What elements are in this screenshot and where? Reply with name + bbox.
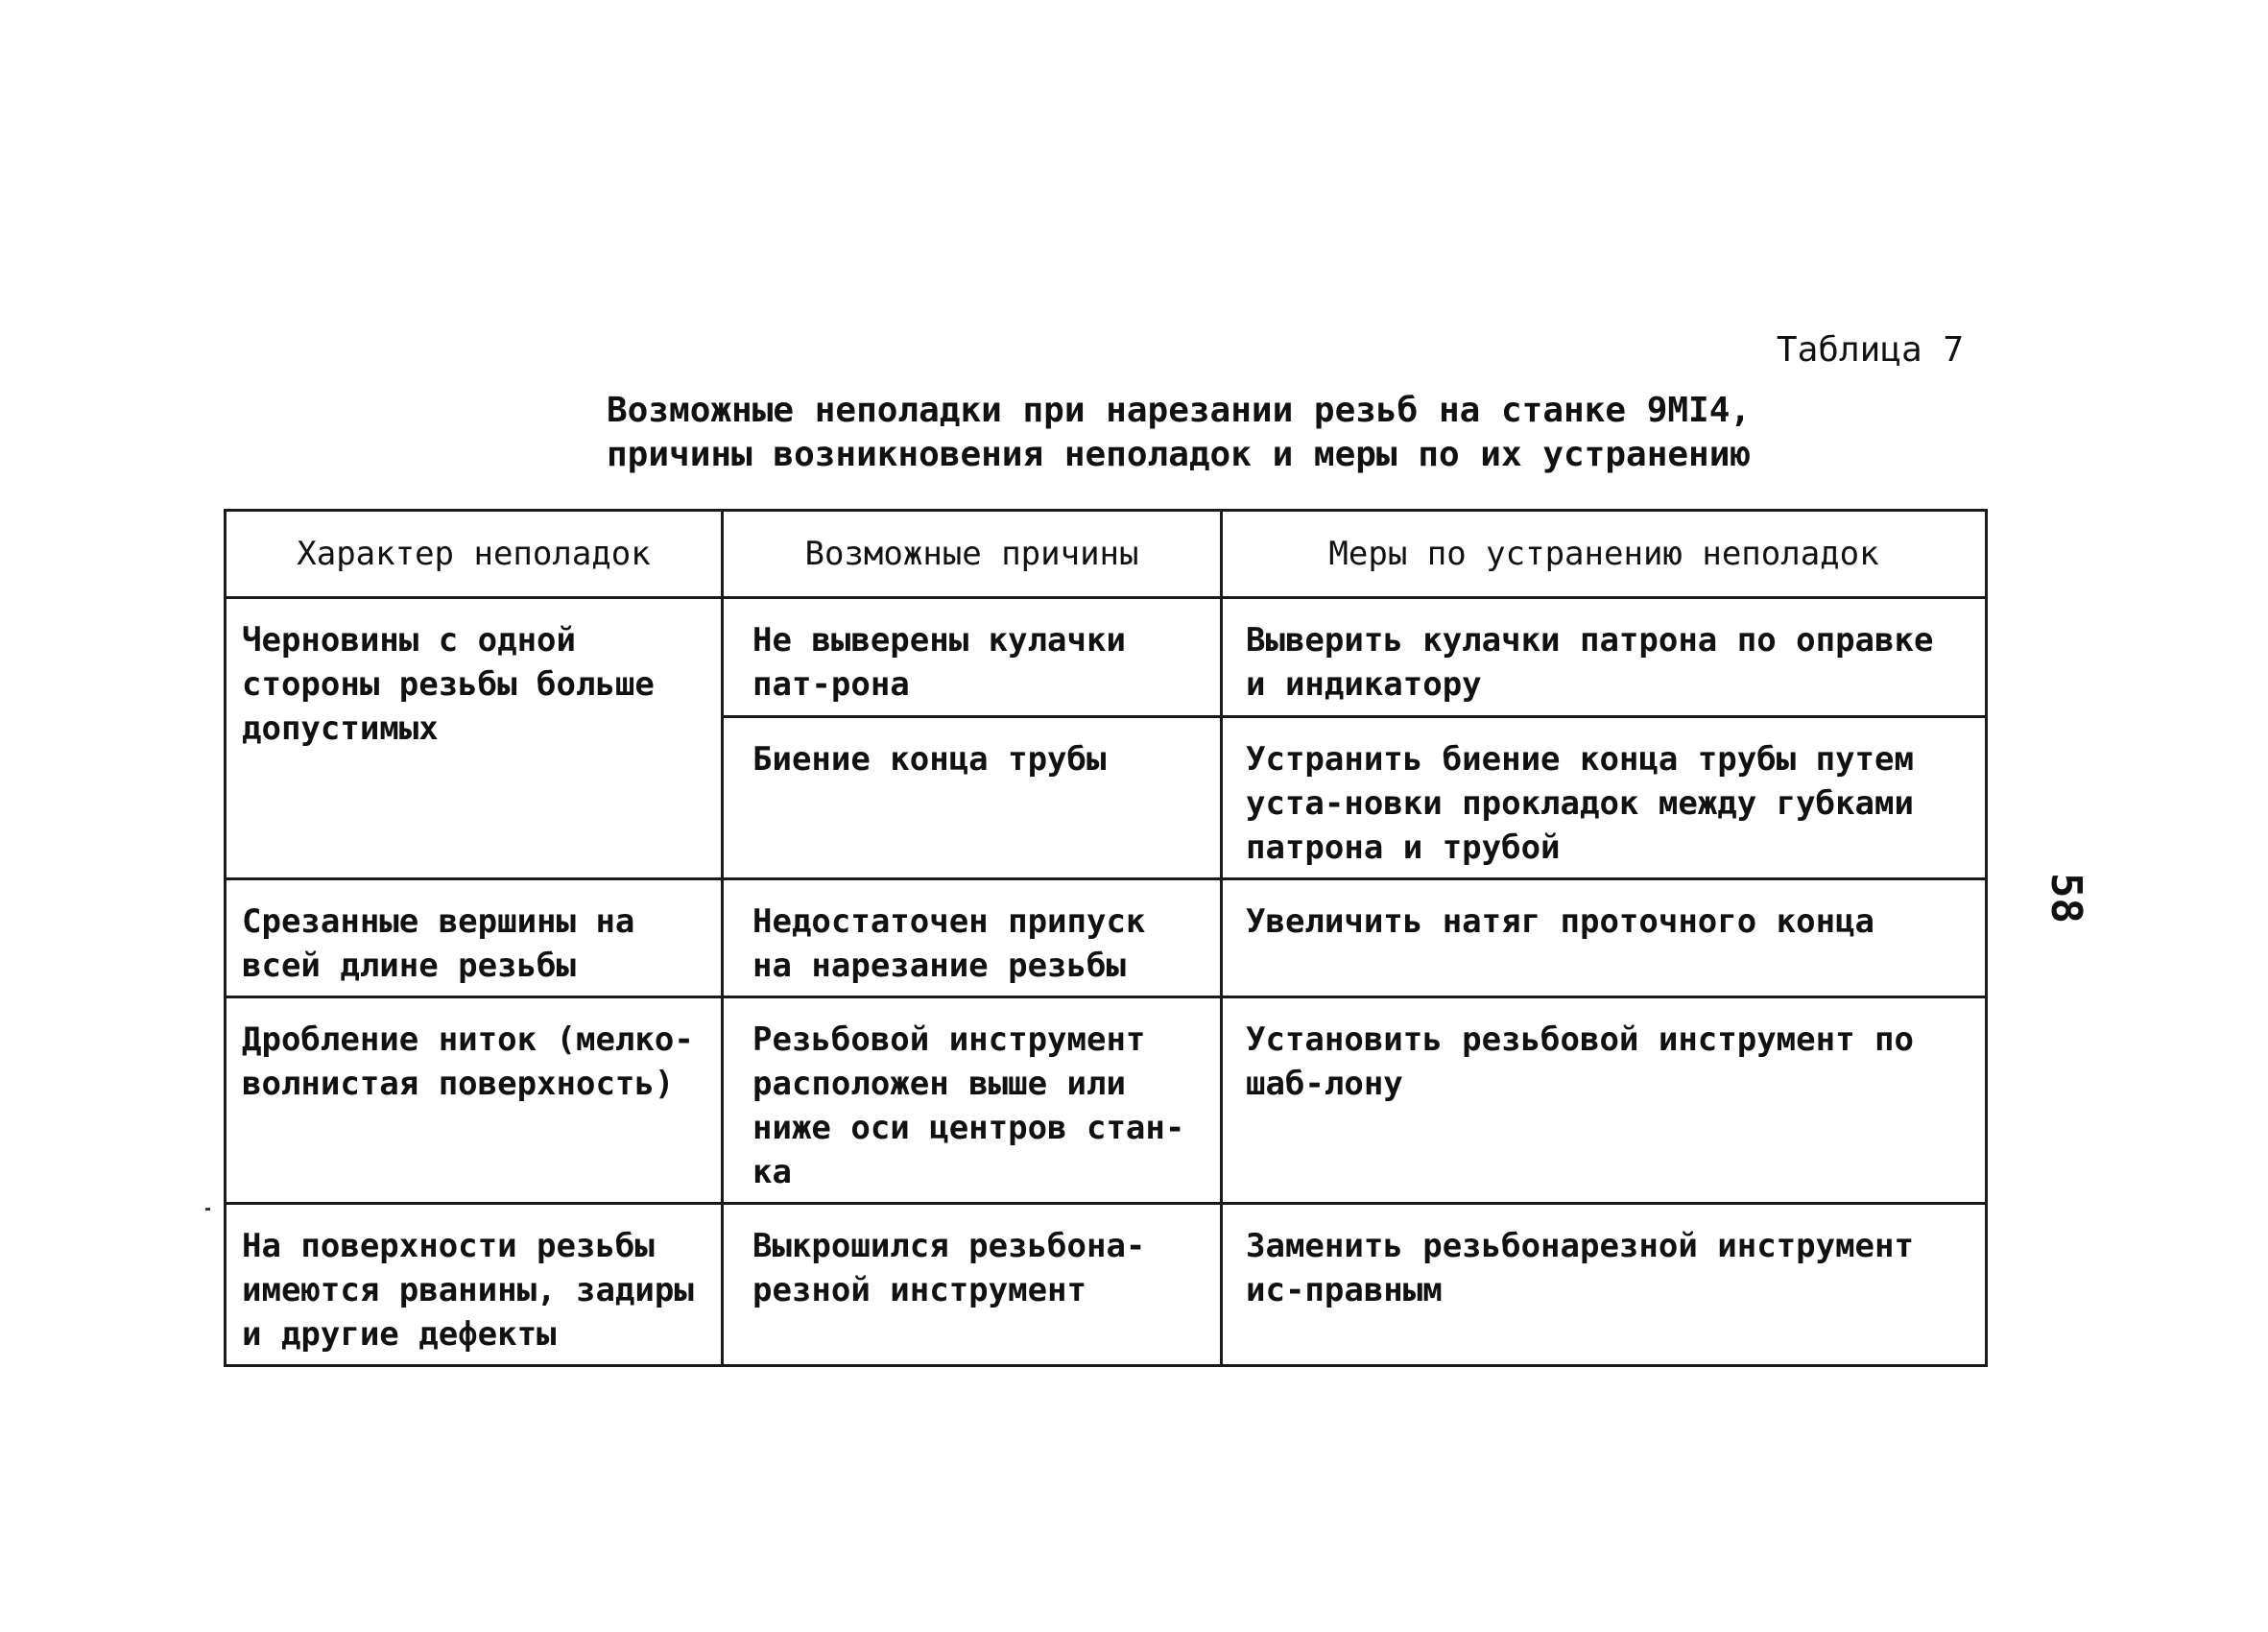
page-number: 58 [2041,873,2090,924]
caption-line-2: причины возникновения неполадок и меры по их устранению [607,435,1752,474]
problem-cell: Срезанные вершины на всей длине резьбы [226,879,723,997]
caption-line-1: Возможные неполадки при нарезании резьб на станке 9МI4, [607,391,1752,430]
header-problem: Характер неполадок [226,511,723,598]
cause-cell: Биение конца трубы [723,717,1222,879]
table-number-label: Таблица 7 [1776,330,1964,370]
cause-cell: Недостаточен припуск на нарезание резьбы [723,879,1222,997]
remedy-cell: Установить резьбовой инструмент по шаб-лону [1222,997,1987,1204]
table-row [226,997,1987,1204]
table-row [226,598,1987,717]
table-caption [607,389,1752,477]
table-header-row [226,511,1987,598]
table-row [226,1204,1987,1366]
remedy-cell: Увеличить натяг проточного конца [1222,879,1987,997]
header-cause: Возможные причины [723,511,1222,598]
header-remedy: Меры по устранению неполадок [1222,511,1987,598]
remedy-cell: Заменить резьбонарезной инструмент ис-правным [1222,1204,1987,1366]
scan-speck [205,1208,210,1211]
cause-cell: Не выверены кулачки пат-рона [723,598,1222,717]
troubleshooting-table [224,509,1988,1367]
remedy-cell: Выверить кулачки патрона по оправке и индикатору [1222,598,1987,717]
problem-cell: Дробление ниток (мелко-волнистая поверхность) [226,997,723,1204]
table-row [226,879,1987,997]
problem-cell: На поверхности резьбы имеются рванины, задиры и другие дефекты [226,1204,723,1366]
cause-cell: Резьбовой инструмент расположен выше или ниже оси центров стан-ка [723,997,1222,1204]
problem-cell: Черновины с одной стороны резьбы больше допустимых [226,598,723,879]
cause-cell: Выкрошился резьбона-резной инструмент [723,1204,1222,1366]
remedy-cell: Устранить биение конца трубы путем уста-новки прокладок между губками патрона и трубой [1222,717,1987,879]
